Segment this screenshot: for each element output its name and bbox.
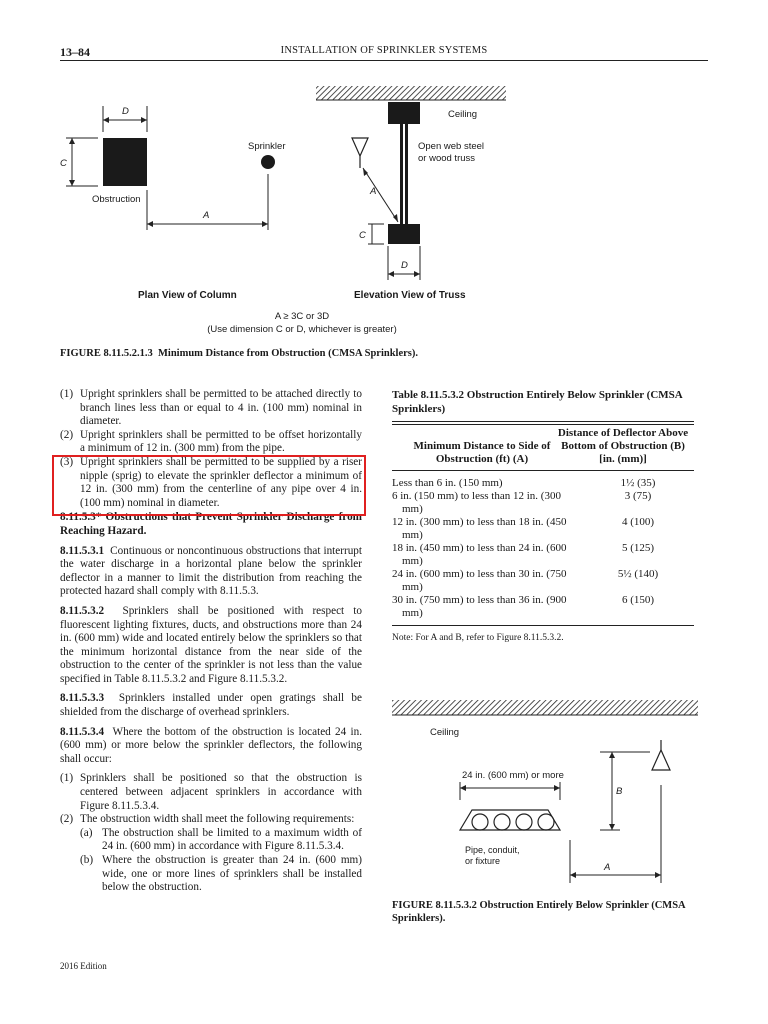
table-title: Table 8.11.5.3.2 Obstruction Entirely Below Sprinkler (CMSA Sprinklers) [392,389,683,415]
table-cell: 5 (125) [621,542,655,554]
figure1-caption [60,348,418,359]
paragraph-number: 8.11.5.3.2 [60,604,105,617]
dim-D-elevation: D [401,260,408,271]
table-header-col1: Minimum Distance to Side of Obstruction (ft) (A) [413,440,551,465]
table-row [392,594,694,620]
figure1-caption-number: FIGURE 8.11.5.2.1.3 [60,348,153,359]
paragraph-8-11-5-3-4 [60,726,362,767]
table-row [392,516,694,542]
table-note: Note: For A and B, refer to Figure 8.11.5.3.2. [392,633,564,643]
table-cell: 1½ (35) [620,477,656,489]
paragraph-text: Sprinklers installed under open gratings shall be shielded from the discharge of overhead sprinklers. [60,692,362,719]
page-number: 13–84 [60,45,90,59]
list-text: Upright sprinklers shall be permitted to be offset horizontally a minimum of 12 in. (300 mm) from the pipe. [80,428,362,455]
ceiling-label: Ceiling [448,109,478,120]
table-cell: 12 in. (300 mm) to less than 18 in. (450 mm) [392,516,567,541]
truss-label-line2: or wood truss [418,153,476,164]
list-marker: (1) [60,388,74,400]
plan-view-label: Plan View of Column [138,290,237,301]
sprinkler-icon [352,138,368,156]
table-cell: 24 in. (600 mm) to less than 30 in. (750 mm) [392,568,567,593]
paragraph-8-11-5-3-3 [60,692,362,719]
elevation-view-label: Elevation View of Truss [354,290,466,301]
figure-obstruction-below-sprinkler [380,690,710,895]
pipe-label-line2: or fixture [465,856,501,866]
paragraph-text: Where the bottom of the obstruction is located 24 in. (600 mm) or more below the sprinkler deflectors, the following shall occur: [60,725,362,765]
list-text: Where the obstruction is greater than 24 in. (600 mm) wide, one or more lines of sprinklers shall be installed below the obstruction. [102,854,362,894]
ceiling-label: Ceiling [430,727,460,738]
list-item [60,388,362,429]
pipe-circle [516,814,532,830]
header-rule [60,60,708,61]
column-obstruction [103,138,147,186]
obstruction-label: Obstruction [92,194,141,205]
paragraph-text: Continuous or noncontinuous obstructions that interrupt the water discharge in a horizontal plane below the sprinkler deflector in a manner to limit the distribution from reaching the protected hazard shall comply with 8.11.5.3. [60,544,363,598]
figure1-caption-text: Minimum Distance from Obstruction (CMSA Sprinklers). [158,348,418,359]
figure2-caption: FIGURE 8.11.5.3.2 Obstruction Entirely Below Sprinkler (CMSA Sprinklers). [392,900,686,924]
table-row [392,542,694,568]
paragraph-number: 8.11.5.3.3 [60,692,105,705]
table-row [392,477,694,490]
table-cell: 6 (150) [621,594,655,606]
sprinkler-icon [652,750,670,770]
list-item [60,429,362,456]
sub-list-item [60,827,362,854]
table-cell: 4 (100) [621,516,655,528]
list-marker: (1) [60,772,74,785]
truss-label-line1: Open web steel [418,141,485,152]
sub-list-item [60,854,362,895]
list-text: Upright sprinklers shall be permitted to be attached directly to branch lines less than or equal to 4 in. (100 mm) nominal in diameter. [80,388,362,428]
table-bottom-rule [392,625,694,626]
list-marker: (2) [60,813,74,826]
dim-C-plan: C [60,158,67,169]
running-title: INSTALLATION OF SPRINKLER SYSTEMS [280,45,488,56]
table-cell: 3 (75) [624,490,652,502]
pipe-circle [472,814,488,830]
list-item [60,813,362,827]
list-marker: (a) [80,826,93,839]
truss-top-chord [388,102,420,124]
section-heading-8-11-5-3: 8.11.5.3* Obstructions that Prevent Sprinkler Discharge from Reaching Hazard. [60,511,362,537]
ceiling-hatch [392,700,698,715]
table-header-col2: Distance of Deflector Above Bottom of Obstruction (B) [in. (mm)] [557,427,689,465]
table-cell: 30 in. (750 mm) to less than 36 in. (900 mm) [392,594,567,619]
table-cell: 6 in. (150 mm) to less than 12 in. (300 mm) [392,490,561,515]
table-top-rule [392,421,694,422]
paragraph-8-11-5-3-1 [60,545,362,599]
formula-line2: (Use dimension C or D, whichever is greater) [207,324,397,335]
ceiling-hatch [316,86,506,100]
width-label: 24 in. (600 mm) or more [462,770,564,781]
formula-line1: A ≥ 3C or 3D [274,311,330,322]
highlight-box [52,455,366,516]
table-body [392,477,694,620]
table-cell: 18 in. (450 mm) to less than 24 in. (600 mm) [392,542,567,567]
list-item [60,772,362,813]
dim-B: B [616,786,623,797]
paragraph-number: 8.11.5.3.1 [60,544,105,557]
paragraph-8-11-5-3-2 [60,605,362,687]
figure-minimum-distance-obstruction [0,70,768,340]
dim-D-plan: D [122,106,129,117]
list-marker: (2) [60,428,74,441]
paragraph-number: 8.11.5.3.4 [60,725,105,738]
dim-A: A [604,862,611,873]
list-text: The obstruction shall be limited to a maximum width of 24 in. (600 mm) in accordance with Figure 8.11.5.3.4. [102,826,362,853]
pipe-circle [538,814,554,830]
list-text: The obstruction width shall meet the following requirements: [80,813,355,826]
table-row [392,490,694,516]
edition-footer: 2016 Edition [60,961,107,971]
pipe-circle [494,814,510,830]
truss-bottom-chord [388,224,420,244]
pipe-label-line1: Pipe, conduit, [465,845,520,855]
table-header-rule [392,470,694,471]
dim-C-elevation: C [359,230,366,241]
paragraph-text: Sprinklers shall be positioned with respect to fluorescent lighting fixtures, ducts, and obstructions more than 24 in. (600 mm) wide and located entirely below the sprinklers so that the minimum horizontal distance from the near side of the obstruction to the center of the sprinkler is not less than the value specified in Table 8.11.5.3.2 and Figure 8.11.5.3.2. [60,604,363,685]
list-marker: (3) [60,455,74,468]
sprinkler-label: Sprinkler [248,141,286,152]
table-cell: Less than 6 in. (150 mm) [392,477,503,489]
list-marker: (b) [80,854,94,866]
table-row [392,568,694,594]
dim-A-plan: A [203,210,210,221]
list-text: Upright sprinklers shall be permitted to be supplied by a riser nipple (sprig) to elevate the sprinkler deflector a minimum of 12 in. (300 mm) from the centerline of any pipe over 4 in. (100 mm) nominal in diameter. [80,455,362,509]
sprinkler-dot [261,155,275,169]
dim-A-elevation: A [370,186,377,197]
table-cell: 5½ (140) [617,568,659,580]
list-text: Sprinklers shall be positioned so that the obstruction is centered between adjacent sprinklers in accordance with Figure 8.11.5.3.4. [80,772,362,812]
